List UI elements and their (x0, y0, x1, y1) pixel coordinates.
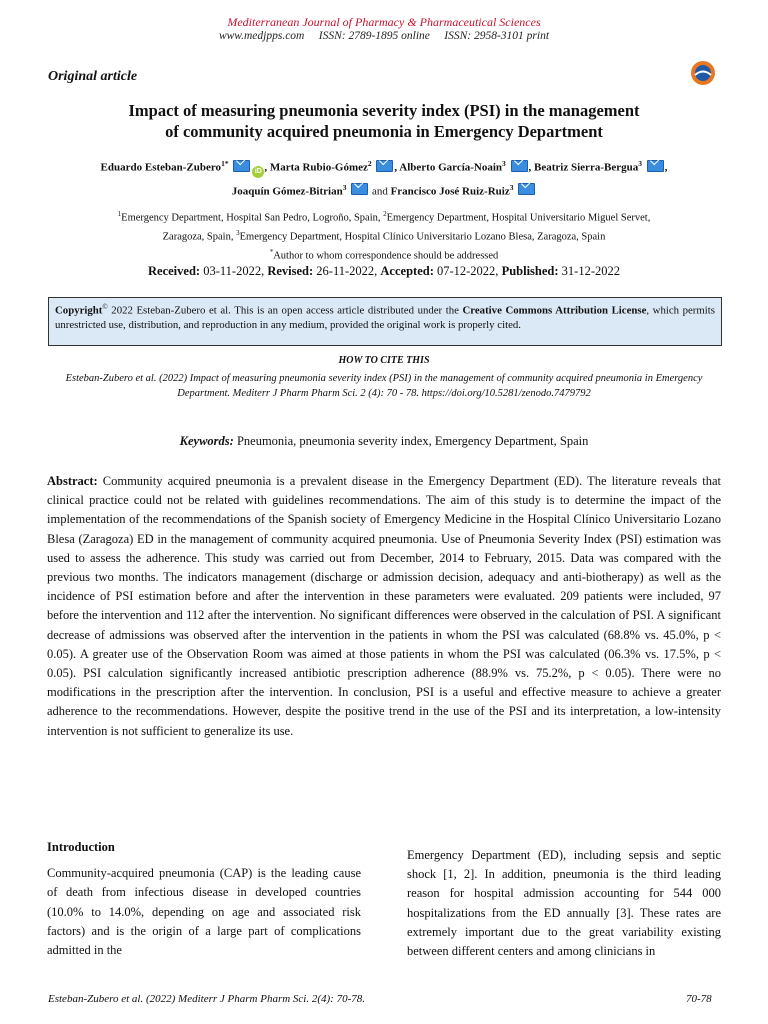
published-date: 31-12-2022 (561, 264, 620, 278)
author-affil-sup: 3 (509, 182, 514, 192)
email-icon[interactable] (233, 160, 250, 172)
footer-citation: Esteban-Zubero et al. (2022) Mediterr J Pharm Pharm Sci. 2(4): 70-78. (48, 993, 366, 1005)
author-line-2 (0, 178, 768, 202)
how-to-cite-heading: HOW TO CITE THIS (338, 355, 430, 366)
page-range: 70-78 (686, 993, 712, 1005)
affiliations (0, 207, 768, 264)
email-icon[interactable] (376, 160, 393, 172)
keywords-label: Keywords: (179, 434, 234, 448)
author-name[interactable]: Eduardo Esteban-Zubero (100, 161, 222, 174)
author-name[interactable]: Joaquín Gómez-Bitrian (231, 185, 343, 198)
journal-logo-icon (690, 60, 716, 86)
introduction-right-text: Emergency Department (ED), including sepsis and septic shock [1, 2]. In addition, pneumonia is the third leading reason for hospital admission accounting for 544 000 hospitalizations from the ED annually [3]. These rates are extremely important due to the great variability existing between different centers and among clinicians in (407, 848, 721, 959)
accepted-label: Accepted: (380, 264, 434, 278)
orcid-icon[interactable]: iD (252, 166, 264, 178)
issn-print: ISSN: 2958-3101 print (444, 30, 550, 42)
introduction-right-column (407, 846, 721, 961)
accepted-date: 07-12-2022, (436, 264, 499, 278)
keywords-text: Pneumonia, pneumonia severity index, Emergency Department, Spain (233, 434, 589, 448)
corresponding-text: Author to whom correspondence should be addressed (273, 250, 499, 262)
journal-name: Mediterranean Journal of Pharmacy & Pharmaceutical Sciences (227, 15, 541, 29)
abstract-label: Abstract: (47, 474, 98, 488)
affil-sup: * (269, 248, 274, 256)
introduction-left-column (47, 838, 361, 960)
citation-text: Esteban-Zubero et al. (2022) Impact of measuring pneumonia severity index (PSI) in the management of community acquired pneumonia in Emergency Department. Mediterr J Pharm Pharm Sci. 2 (4): 70 - 78. https://doi.org/10.5281/zenodo.7479792 (65, 373, 703, 399)
keywords (0, 434, 768, 449)
copyright-label: Copyright (55, 304, 103, 317)
author-name[interactable]: Francisco José Ruiz-Ruiz (390, 185, 510, 198)
author-name[interactable]: Alberto García-Noain (399, 161, 503, 174)
journal-website[interactable]: www.medjpps.com (218, 30, 305, 42)
introduction-left-text: Community-acquired pneumonia (CAP) is the leading cause of death from infectious disease in developed countries (10.0% to 14.0%, depending on age and associated risk factors) and is the origin of a large part of complications admitted in the (47, 866, 361, 958)
copyright-text-end: , which permits unrestricted use, distribution, and reproduction in any medium, provided the original work is properly cited. (55, 304, 715, 332)
article-title (0, 100, 768, 142)
copyright-symbol: © (102, 303, 108, 311)
author-name[interactable]: Marta Rubio-Gómez (269, 161, 368, 174)
email-icon[interactable] (511, 160, 528, 172)
abstract (47, 472, 721, 741)
affiliation-text: Emergency Department, Hospital Universitario Miguel Servet, (386, 212, 651, 224)
affiliation-line-1 (0, 207, 768, 226)
author-list (0, 154, 768, 201)
email-icon[interactable] (351, 183, 368, 195)
article-type: Original article (48, 69, 138, 84)
authors-and: and (371, 185, 388, 198)
abstract-text: Community acquired pneumonia is a prevalent disease in the Emergency Department (ED). The literature reveals that clinical practice could not be related with guidelines recommendations. The aim of this study is to determine the impact of the implementation of the recommendations of the Spanish society of Emergency Medicine in the Hospital Clínico Universitario Lozano Blesa (Zaragoza) ED in the management of community acquired pneumonia. Use of Pneumonia Severity Index (PSI) estimation was used to assess the adherence. This study was carried out from December, 2014 to February, 2015. Data was compared with the previous two months. The indicators management (discharge or admission decision, adequacy and anti-biotherapy) as well as the incidence of PSI estimation before and after the intervention in these parameters were evaluated. 209 patients were included, 97 before the intervention and 112 after the intervention. No significant differences were observed in the calculation of PSI. A significant decrease of admissions was observed after the intervention in the patients in whom the PSI was calculated (68.8% vs. 45.0%, p < 0.05). A greater use of the Observation Room was aimed at those patients in whom the PSI was calculated (06.3% vs. 17.5%, p < 0.05). PSI calculation significantly increased antibiotic prescription adherence (88.9% vs. 75.2%, p < 0.05). There were no modifications in the prescription after the intervention. In conclusion, PSI is a useful and effective measure to achieve a greater adherence to the recommendations. However, despite the positive trend in the use of the PSI and its interpretation, a low-intensity intervention is not sufficient to generalize its use. (47, 474, 721, 738)
copyright-box (48, 297, 722, 346)
author-line-1: Eduardo Esteban-Zubero$^{1*}$ iD , Marta Rubio-Gómez$^2$ , Alberto García-Noain$^3$ , Beatriz Sierra-Bergua$^3$ , (0, 154, 768, 178)
corresponding-note (0, 245, 768, 264)
received-label: Received: (148, 264, 201, 278)
email-icon[interactable] (518, 183, 535, 195)
title-line-2: of community acquired pneumonia in Emergency Department (165, 122, 603, 141)
affiliation-text: Emergency Department, Hospital Clínico Universitario Lozano Blesa, Zaragoza, Spain (239, 231, 606, 243)
affil-sup: 1 (117, 210, 122, 218)
author-affil-sup: 2 (367, 159, 372, 168)
author-affil-sup: 1* (221, 159, 229, 168)
affiliation-text: Zaragoza, Spain, (162, 231, 237, 243)
copyright-text: 2022 Esteban-Zubero et al. This is an open access article distributed under the (107, 304, 463, 317)
author-affil-sup: 3 (638, 159, 642, 168)
affiliation-line-2 (0, 226, 768, 245)
revised-label: Revised: (267, 264, 314, 278)
introduction-heading: Introduction (47, 840, 115, 854)
affiliation-text: Emergency Department, Hospital San Pedro, Logroño, Spain, (121, 212, 384, 224)
revised-date: 26-11-2022, (316, 264, 378, 278)
author-affil-sup: 3 (342, 182, 347, 192)
journal-info-line (0, 30, 768, 42)
author-name[interactable]: Beatriz Sierra-Bergua (534, 161, 639, 174)
received-date: 03-11-2022, (203, 264, 265, 278)
license-link[interactable]: Creative Commons Attribution License (462, 304, 647, 317)
title-line-1: Impact of measuring pneumonia severity index (PSI) in the management (128, 101, 640, 120)
article-dates (0, 264, 768, 279)
issn-online: ISSN: 2789-1895 online (318, 30, 430, 42)
email-icon[interactable] (647, 160, 664, 172)
affil-sup: 3 (236, 229, 240, 237)
author-affil-sup: 3 (502, 159, 506, 168)
published-label: Published: (501, 264, 559, 278)
affil-sup: 2 (383, 210, 387, 218)
